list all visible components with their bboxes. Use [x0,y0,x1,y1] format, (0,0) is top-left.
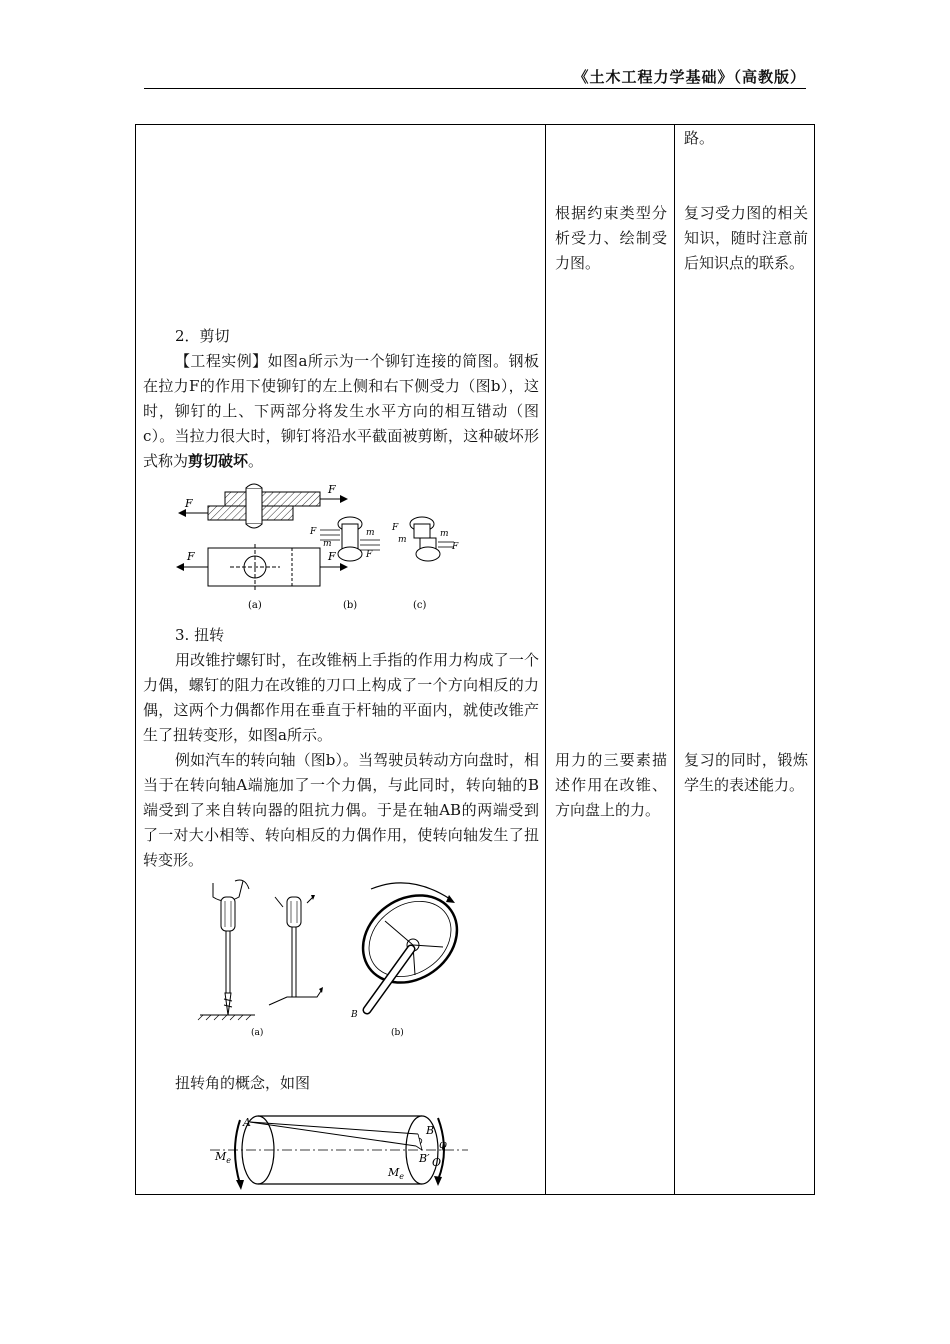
point-a-label: A [243,1116,251,1129]
moment-left-subscript: e [226,1156,231,1165]
table-column-divider-1 [545,124,546,1195]
center-o-label: O [432,1156,442,1169]
point-b-label: B [426,1124,435,1137]
point-b-prime-label: B′ [419,1152,430,1165]
header-rule [144,88,806,89]
table-column-divider-2 [674,124,675,1195]
end-mark: 。 [248,452,264,470]
force-label-F2: F [185,497,193,510]
moment-label-m1: m [323,539,332,549]
figure-label-c: (c) [413,600,427,611]
intent-text-2: 复习的同时，锻炼学生的表述能力。 [684,751,808,794]
moment-label-m4: m [440,529,449,539]
moment-label-m2: m [366,528,375,538]
header-title: 《土木工程力学基础》（高教版） [573,68,806,86]
intent-text-1: 复习受力图的相关知识，随时注意前后知识点的联系。 [684,204,808,272]
rivet-shear-figure [170,482,480,614]
figure-label-b: (b) [343,600,358,611]
shear-failure-term: 剪切破坏 [188,452,249,470]
force-label-F7: F [392,523,399,533]
twist-angle-figure [210,1110,470,1194]
shear-example-paragraph [143,349,539,474]
moment-left-label [214,1150,231,1165]
torsion-paragraph-1: 用改锥拧螺钉时，在改锥柄上手指的作用力构成了一个力偶，螺钉的阻力在改锥的刀口上构成了一个方向相反的力偶，这两个力偶都作用在垂直于杆轴的平面内，就使改锥产生了扭转变形，如图a所示。 [143,651,539,744]
twist-angle-text: 扭转角的概念，如图 [175,1074,311,1092]
moment-left-symbol: M [215,1150,227,1163]
figure-label-a: (a) [248,600,262,611]
torsion-figure [195,875,465,1040]
force-label-F4: F [328,550,336,563]
torsion-label-b: (b) [391,1028,404,1038]
moment-right-label [387,1166,404,1181]
force-label-F6: F [366,550,373,560]
torsion-point-b: B [351,1010,358,1020]
moment-right-symbol: M [388,1166,400,1179]
torsion-label-a: (a) [251,1028,264,1038]
example-text: 如图a所示为一个铆钉连接的简图。钢板在拉力F的作用下使铆钉的左上侧和右下侧受力（图b），这时，铆钉的上、下两部分将发生水平方向的相互错动（图c）。当拉力很大时，铆钉将沿水平截面被剪断，这种破坏形式称为 [143,352,539,470]
activity-text-2: 用力的三要素描述作用在改锥、方向盘上的力。 [555,751,667,819]
col3-top-text: 路。 [684,129,715,147]
force-label-F1: F [328,483,336,496]
force-label-F5: F [310,527,317,537]
moment-right-subscript: e [399,1172,404,1181]
example-label: 【工程实例】 [175,352,268,370]
shear-heading: 2．剪切 [175,327,230,345]
angle-phi-label: φ [439,1138,447,1151]
force-label-F3: F [187,550,195,563]
torsion-paragraph-2: 例如汽车的转向轴（图b）。当驾驶员转动方向盘时，相当于在转向轴A端施加了一个力偶，与此同时，转向轴的B端受到了来自转向器的阻抗力偶。于是在轴AB的两端受到了一对大小相等、转向相反的力偶作用，使转向轴发生了扭转变形。 [143,751,539,869]
torsion-heading: 3. 扭转 [175,626,225,644]
force-label-F8: F [452,542,459,552]
activity-text-1: 根据约束类型分析受力、绘制受力图。 [555,204,667,272]
moment-label-m3: m [398,535,407,545]
